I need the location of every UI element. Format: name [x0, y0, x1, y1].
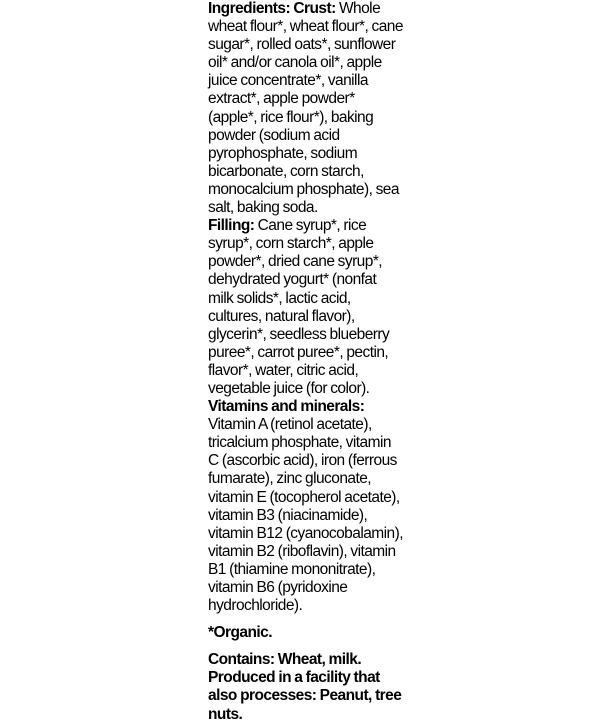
- filling-section: [208, 217, 404, 398]
- vitamins-section: [208, 398, 404, 615]
- organic-note: *Organic.: [208, 624, 272, 642]
- crust-heading: Ingredients: Crust:: [208, 0, 336, 17]
- allergen-facility-statement: Produced in a facility that also processes: Peanut, tree nuts.: [208, 669, 402, 723]
- allergen-contains: Contains: Wheat, milk.: [208, 651, 362, 669]
- crust-section: [208, 0, 404, 217]
- vitamins-heading: Vitamins and minerals:: [208, 398, 365, 416]
- filling-heading: Filling:: [208, 217, 255, 235]
- vitamins-text: Vitamin A (retinol acetate), tricalcium phosphate, vitamin C (ascorbic acid), iron (ferrous fumarate), zinc gluconate, vitamin E (tocopherol acetate), vitamin B3 (niacinamide), vitamin B12 (cyanocobalamin), vitamin B2 (riboflavin), vitamin B1 (thiamine mononitrate), vitamin B6 (pyridoxine hydrochloride).: [208, 416, 403, 615]
- ingredients-label-panel: [208, 0, 404, 724]
- crust-ingredients-text: Whole wheat flour*, wheat flour*, cane sugar*, rolled oats*, sunflower oil* and/or canola oil*, apple juice concentrate*, vanilla extract*, apple powder* (apple*, rice flour*), baking powder (sodium acid pyrophosphate, sodium bicarbonate, corn starch, monocalcium phosphate), sea salt, baking soda.: [208, 0, 403, 217]
- filling-ingredients-text: Cane syrup*, rice syrup*, corn starch*, apple powder*, dried cane syrup*, dehydrated yogurt* (nonfat milk solids*, lactic acid, cultures, natural flavor), glycerin*, seedless blueberry puree*, carrot puree*, pectin, flavor*, water, citric acid, vegetable juice (for color).: [208, 217, 390, 397]
